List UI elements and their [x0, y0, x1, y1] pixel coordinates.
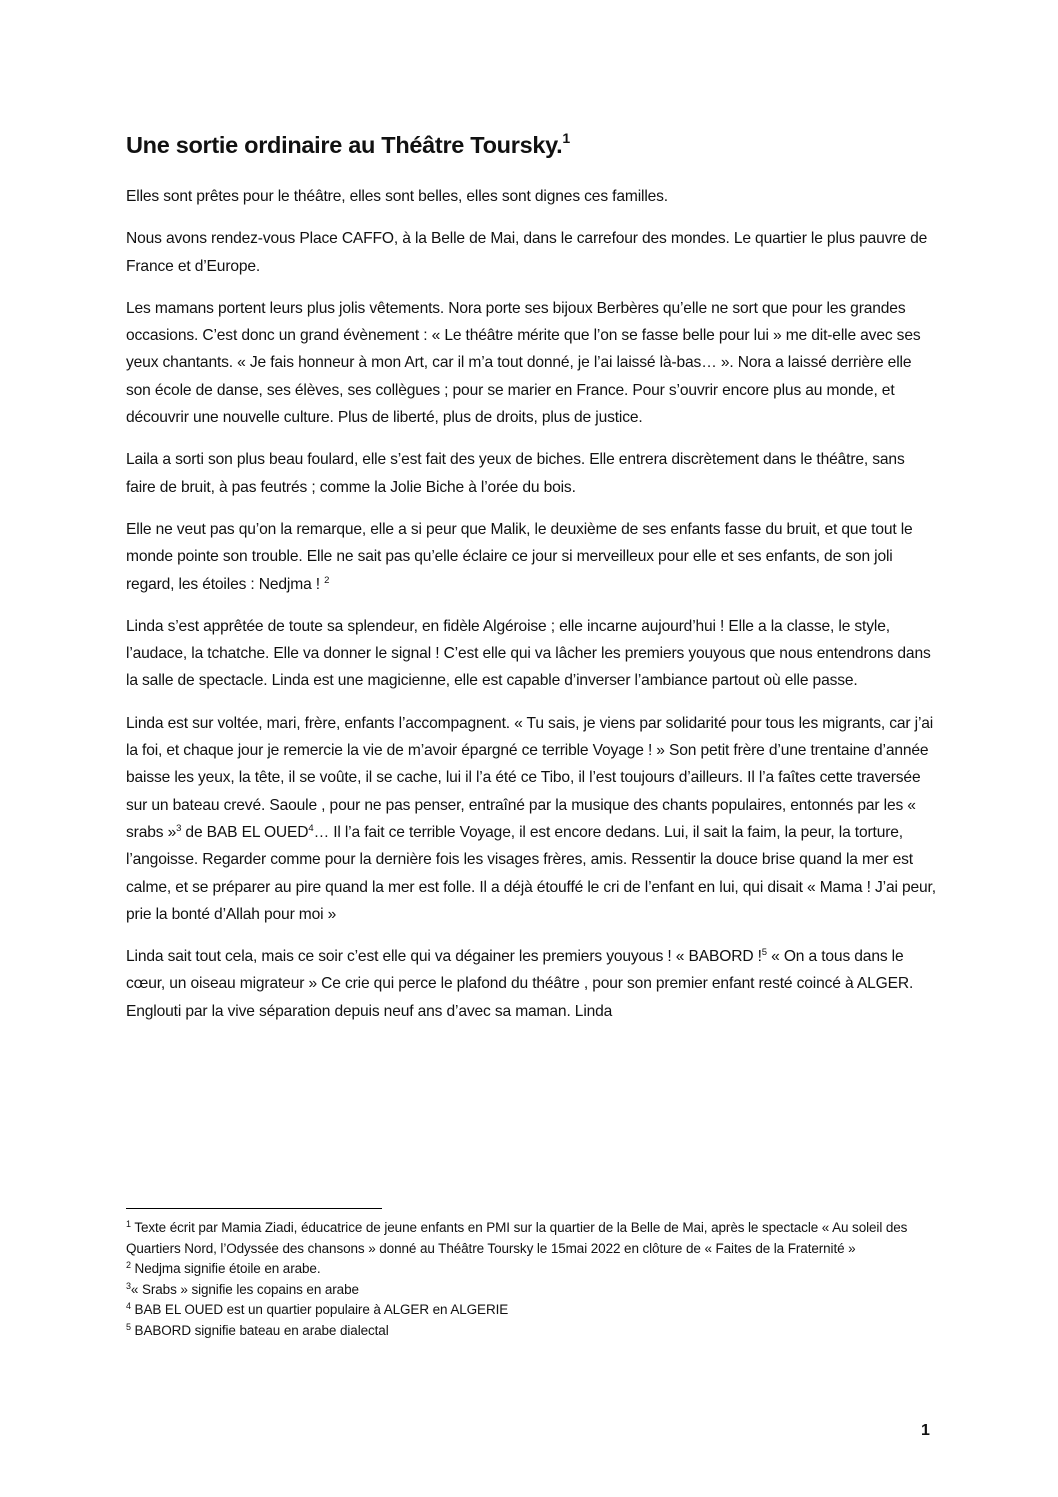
paragraph-text: Elles sont prêtes pour le théâtre, elles sont belles, elles sont dignes ces familles.: [126, 188, 668, 205]
paragraph-text: Linda est sur voltée, mari, frère, enfants l’accompagnent. « Tu sais, je viens par solidarité pour tous les migrants, car j’ai la foi, et chaque jour je remercie la vie de m’avoir épargné ce terrible Voyage ! » Son petit frère d’une trentaine d’année baisse les yeux, la tête, il se voûte, il se cache, lui il l’a été ce Tibo, il l’est toujours d’ailleurs. Il l’a faîtes cette traversée sur un bateau crevé. Saoule , pour ne pas penser, entraîné par la musique des chants populaires, entonnés par les « srabs »: [126, 714, 934, 841]
footnote-ref: 4: [308, 822, 314, 834]
paragraph: [126, 943, 938, 1025]
paragraph: [126, 183, 938, 210]
footnotes: [126, 1218, 938, 1342]
footnote-ref: 2: [324, 574, 330, 586]
paragraph-text: … Il l’a fait ce terrible Voyage, il est encore dedans. Lui, il sait la faim, la peur, la torture, l’angoisse. Regarder comme pour la dernière fois les visages frères, amis. Ressentir la douce brise quand la mer est calme, et se préparer au pire quand la mer est folle. Il a déjà étouffé le cri de l’enfant en lui, qui disait « Mama ! J’ai peur, prie la bonté d’Allah pour moi »: [126, 823, 936, 923]
footnote: [126, 1321, 938, 1342]
paragraph: [126, 446, 938, 501]
paragraph-text: Linda sait tout cela, mais ce soir c’est elle qui va dégainer les premiers youyous ! « BABORD !: [126, 948, 762, 966]
page-title: [126, 130, 570, 159]
paragraph-text: « On a tous dans le cœur, un oiseau migrateur » Ce crie qui perce le plafond du théâtre , pour son premier enfant resté coincé à ALGER. Englouti par la vive séparation depuis neuf ans d’avec sa maman. Linda: [126, 948, 914, 1020]
paragraph-text: Nous avons rendez-vous Place CAFFO, à la Belle de Mai, dans le carrefour des mondes. Le quartier le plus pauvre de France et d’Europe.: [126, 230, 928, 275]
footnote: [126, 1259, 938, 1280]
footnote: [126, 1218, 938, 1259]
footnote-number: 4: [126, 1301, 131, 1312]
title-footnote-ref: 1: [562, 130, 570, 146]
footnote-text: Nedjma signifie étoile en arabe.: [130, 1261, 321, 1277]
footnote-number: 2: [126, 1260, 131, 1271]
footnote: [126, 1280, 938, 1301]
paragraph-text: Laila a sorti son plus beau foulard, elle s’est fait des yeux de biches. Elle entrera discrètement dans le théâtre, sans faire de bruit, à pas feutrés ; comme la Jolie Biche à l’orée du bois.: [126, 451, 905, 496]
footnote-text: BAB EL OUED est un quartier populaire à ALGER en ALGERIE: [130, 1302, 509, 1318]
footnote-separator: [126, 1208, 382, 1209]
paragraph: [126, 295, 938, 431]
paragraph: [126, 225, 938, 280]
footnote: [126, 1300, 938, 1321]
footnote-number: 5: [126, 1321, 131, 1332]
page-number: 1: [921, 1422, 930, 1439]
footnote-ref: 5: [761, 947, 767, 959]
footnote-text: « Srabs » signifie les copains en arabe: [130, 1281, 359, 1297]
paragraph-text: de BAB EL OUED: [181, 823, 309, 841]
footnote-text: Texte écrit par Mamia Ziadi, éducatrice de jeune enfants en PMI sur la quartier de la Belle de Mai, après le spectacle « Au soleil des Quartiers Nord, l’Odyssée des chansons » donné au Théâtre Toursky le 15mai 2022 en clôture de « Faites de la Fraternité »: [126, 1220, 908, 1256]
paragraph: [126, 710, 938, 928]
paragraph: [126, 516, 938, 598]
paragraph-text: Les mamans portent leurs plus jolis vêtements. Nora porte ses bijoux Berbères qu’elle ne sort que pour les grandes occasions. C’est donc un grand évènement : « Le théâtre mérite que l’on se fasse belle pour lui » me dit-elle avec ses yeux chantants. « Je fais honneur à mon Art, car il m’a tout donné, je l’ai laissé là-bas… ». Nora a laissé derrière elle son école de danse, ses élèves, ses collègues ; pour se marier en France. Pour s’ouvrir encore plus au monde, et découvrir une nouvelle culture. Plus de liberté, plus de droits, plus de justice.: [126, 299, 921, 427]
paragraph: [126, 613, 938, 695]
footnote-number: 3: [126, 1280, 131, 1291]
footnote-text: BABORD signifie bateau en arabe dialectal: [130, 1322, 389, 1338]
footnote-ref: 3: [176, 822, 182, 834]
paragraph-text: Elle ne veut pas qu’on la remarque, elle a si peur que Malik, le deuxième de ses enfants fasse du bruit, et que tout le monde pointe son trouble. Elle ne sait pas qu’elle éclaire ce jour si merveilleux pour elle et ses enfants, de son joli regard, les étoiles : Nedjma !: [126, 520, 913, 593]
paragraph-text: Linda s’est apprêtée de toute sa splendeur, en fidèle Algéroise ; elle incarne aujourd’hui ! Elle a la classe, le style, l’audace, la tchatche. Elle va donner le signal ! C’est elle qui va lâcher les premiers youyous que nous entendrons dans la salle de spectacle. Linda est une magicienne, elle est capable d’inverser l’ambiance partout où elle passe.: [126, 617, 931, 690]
body-text: [126, 183, 938, 1040]
title-text: Une sortie ordinaire au Théâtre Toursky.: [126, 132, 563, 158]
footnote-number: 1: [126, 1219, 131, 1229]
